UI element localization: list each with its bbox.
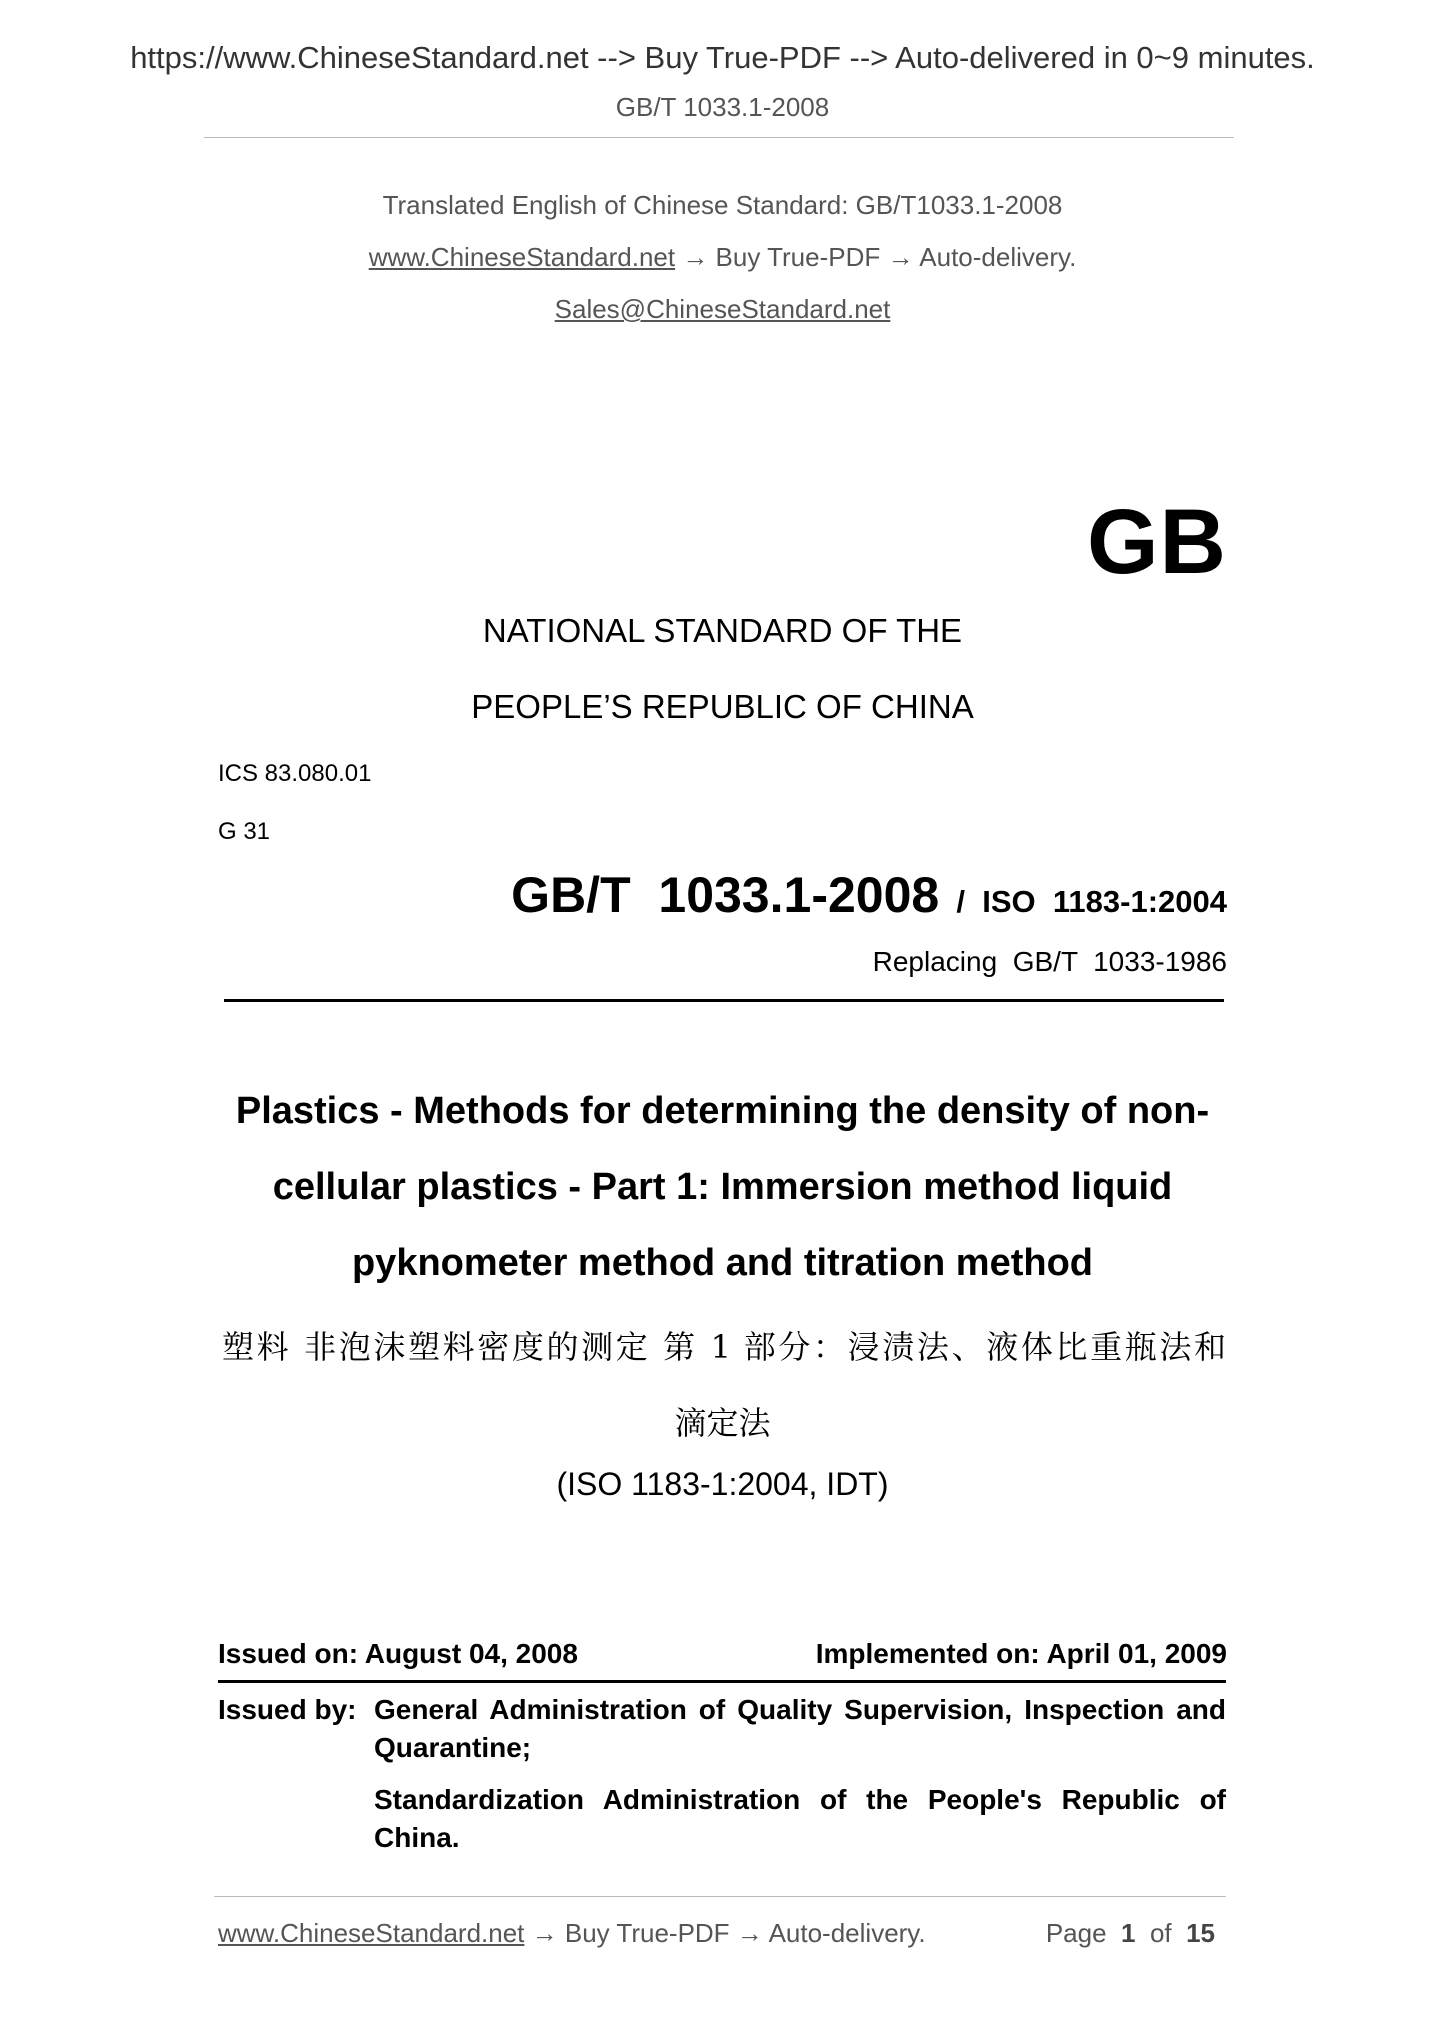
page-of: of [1149, 1918, 1172, 1948]
translated-line: Translated English of Chinese Standard: GB/T1033.1-2008 [382, 190, 1063, 220]
issuer-org1-line1: General Administration of Quality Supervision, Inspection and [374, 1694, 1226, 1725]
header-standard-ref: GB/T 1033.1-2008 [615, 92, 830, 122]
footer-buy-text: → Buy True-PDF → Auto-delivery. [524, 1918, 926, 1948]
footer-site-link[interactable]: www.ChineseStandard.net [218, 1918, 525, 1948]
page-total: 15 [1186, 1918, 1215, 1948]
top-banner: https://www.ChineseStandard.net --> Buy True-PDF --> Auto-delivered in 0~9 minutes. [130, 40, 1315, 75]
gb-mark: GB [1087, 491, 1227, 593]
issuer-org2-line2: China. [374, 1822, 460, 1853]
dates-divider [218, 1680, 1226, 1683]
sales-line [0, 294, 1445, 325]
page-label: Page [1045, 1918, 1107, 1948]
title-cn-line2: 滴定法 [674, 1404, 771, 1442]
national-standard-line2: PEOPLE’S REPUBLIC OF CHINA [471, 688, 974, 725]
ics-code: ICS 83.080.01 [218, 760, 372, 787]
idt-line: (ISO 1183-1:2004, IDT) [556, 1466, 889, 1502]
buy-line [0, 242, 1445, 273]
buy-text: → Buy True-PDF → Auto-delivery. [675, 242, 1077, 272]
title-cn-line1: 塑料 非泡沫塑料密度的测定 第 1 部分：浸渍法、液体比重瓶法和 [222, 1328, 1226, 1366]
title-divider [224, 999, 1224, 1002]
sales-email-link[interactable]: Sales@ChineseStandard.net [554, 294, 891, 324]
issued-by-label: Issued by: [218, 1694, 357, 1725]
issued-on: Issued on: August 04, 2008 [218, 1638, 578, 1669]
footer-buy-line [218, 1918, 926, 1949]
standard-number [511, 866, 1227, 924]
standard-number-main: GB/T 1033.1-2008 [511, 867, 940, 923]
title-en-line2: cellular plastics - Part 1: Immersion method liquid [272, 1166, 1173, 1208]
issuer-org2-line1: Standardization Administration of the People's Republic of [374, 1784, 1226, 1815]
page-current: 1 [1121, 1918, 1136, 1948]
issuer-org1-line2: Quarantine; [374, 1732, 532, 1763]
standard-number-iso: / ISO 1183-1:2004 [939, 884, 1227, 919]
national-standard-line1: NATIONAL STANDARD OF THE [482, 612, 963, 649]
g-code: G 31 [218, 818, 271, 845]
site-link[interactable]: www.ChineseStandard.net [368, 242, 676, 272]
implemented-on: Implemented on: April 01, 2009 [815, 1638, 1227, 1669]
footer-divider [214, 1896, 1226, 1897]
page-indicator [1046, 1918, 1215, 1949]
title-en-line3: pyknometer method and titration method [351, 1242, 1094, 1284]
title-en-line1: Plastics - Methods for determining the density of non- [235, 1090, 1210, 1132]
replacing-line: Replacing GB/T 1033-1986 [872, 946, 1227, 977]
header-divider [204, 137, 1234, 138]
